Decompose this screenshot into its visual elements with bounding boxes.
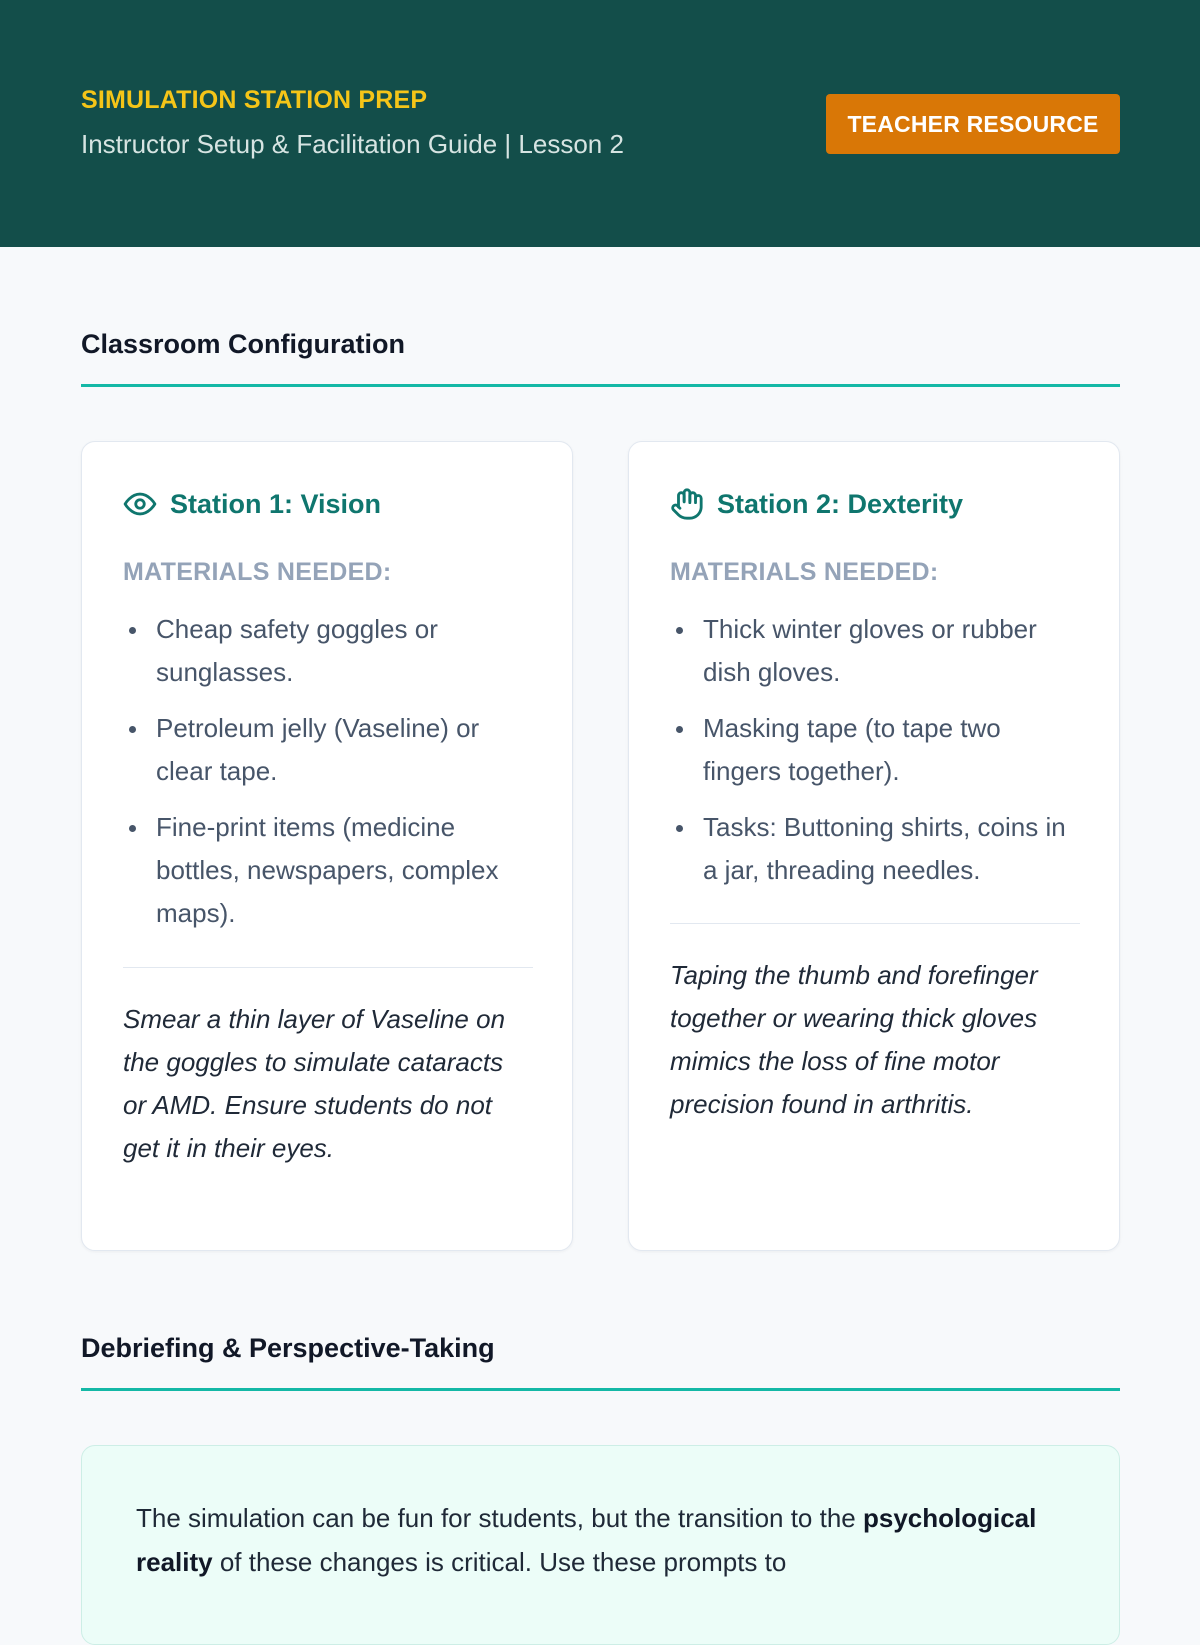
station-card-vision	[81, 441, 573, 1251]
section-divider	[81, 384, 1120, 387]
debrief-paragraph	[136, 1496, 1066, 1584]
page-header	[0, 0, 1200, 247]
list-item: Thick winter gloves or rubber dish gloves.	[670, 608, 1082, 694]
debrief-emphasis: psychological reality	[136, 1503, 1037, 1577]
list-item: Petroleum jelly (Vaseline) or clear tape.	[123, 707, 535, 793]
station-title: Station 2: Dexterity	[717, 488, 964, 519]
hand-icon	[670, 487, 704, 521]
page-title: SIMULATION STATION PREP	[81, 86, 428, 114]
section-divider	[81, 1388, 1120, 1391]
page-subtitle: Instructor Setup & Facilitation Guide | Lesson 2	[81, 129, 624, 159]
list-item: Tasks: Buttoning shirts, coins in a jar, threading needles.	[670, 806, 1082, 892]
debrief-text: of these changes is critical. Use these prompts to	[212, 1547, 787, 1577]
card-divider	[670, 923, 1080, 924]
materials-list	[123, 608, 535, 948]
list-item: Fine-print items (medicine bottles, newspapers, complex maps).	[123, 806, 535, 935]
debrief-text: The simulation can be fun for students, but the transition to the	[136, 1503, 863, 1533]
eye-icon	[123, 487, 157, 521]
card-divider	[123, 967, 533, 968]
list-item: Cheap safety goggles or sunglasses.	[123, 608, 535, 694]
station-note: Smear a thin layer of Vaseline on the goggles to simulate cataracts or AMD. Ensure students do not get it in their eyes.	[123, 1004, 506, 1163]
station-header	[123, 487, 381, 521]
section-title-debriefing: Debriefing & Perspective-Taking	[81, 1333, 495, 1363]
materials-list	[670, 608, 1082, 905]
station-header	[670, 487, 963, 521]
materials-label: MATERIALS NEEDED:	[670, 558, 939, 586]
list-item: Masking tape (to tape two fingers together).	[670, 707, 1082, 793]
debrief-callout	[81, 1445, 1120, 1645]
station-card-dexterity	[628, 441, 1120, 1251]
section-title-configuration: Classroom Configuration	[81, 329, 406, 359]
teacher-resource-badge: TEACHER RESOURCE	[826, 94, 1120, 154]
station-title: Station 1: Vision	[170, 488, 382, 519]
materials-label: MATERIALS NEEDED:	[123, 558, 392, 586]
station-note: Taping the thumb and forefinger together or wearing thick gloves mimics the loss of fine motor precision found in arthritis.	[670, 960, 1038, 1119]
